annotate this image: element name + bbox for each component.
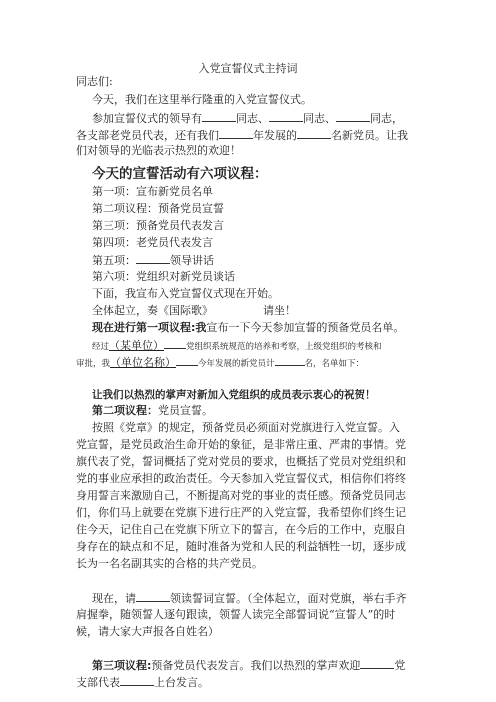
text: 宣布一下今天参加宣誓的预备党员名单。: [206, 321, 405, 334]
step-2-para-line-1: 按照《党章》的规定，预备党员必须面对党旗进行入党宣誓。入: [92, 421, 400, 434]
step-3-heading: 第三项议程:: [92, 659, 152, 672]
text: 各支部老党员代表，还有我们: [76, 129, 219, 142]
step-1-heading: 现在进行第一项议程:我: [92, 321, 207, 334]
agenda-heading: 今天的宣誓活动有六项议程：: [92, 166, 268, 182]
step-1-line-2: [92, 338, 448, 355]
step-2-para-line-8: 身存在的缺点和不足，随时准备为党和人民的利益牺牲一切，逐步成: [76, 540, 406, 553]
step-3-line-1: [92, 657, 448, 674]
step-2-para-line-4: 党的事业应承担的政治责任。今天参加入党宣誓仪式，相信你们将终: [76, 472, 406, 485]
text: 请坐！: [263, 304, 296, 317]
text: 名新党员。让我: [331, 129, 408, 142]
agenda-item-6: 第六项：党组织对新党员谈话: [92, 270, 235, 283]
blank-line: [360, 657, 394, 669]
agenda-item-4: 第四项：老党员代表发言: [92, 236, 213, 249]
blank-line: [136, 590, 170, 602]
agenda-item-1: 第一项：宣布新党员名单: [92, 185, 213, 198]
text: 同志，: [370, 112, 403, 125]
intro-line-3: [76, 127, 448, 144]
blank-line: [202, 110, 236, 122]
step-2-para-line-3: 旗代表了党，誓词概括了党对党员的要求，也概括了党员对党组织和: [76, 455, 406, 468]
agenda-item-5: [92, 252, 448, 269]
text: 第五项：: [92, 254, 136, 267]
stand-instruction: [92, 303, 448, 319]
text: 上台发言。: [154, 676, 209, 689]
text: 领读誓词宣誓。（全体起立，面对党旗，举右手齐: [170, 592, 407, 605]
intro-line-1: 今天，我们在这里举行隆重的入党宣誓仪式。: [92, 93, 312, 106]
text: 今年发展的新党员计: [198, 359, 275, 369]
agenda-item-2: 第二项议程：预备党员宣誓: [92, 202, 224, 215]
text: 名，名单如下：: [304, 359, 365, 369]
step-2-para-line-2: 党宣誓，是党员政治生命开始的象征，是非常庄重、严肃的事情。党: [76, 438, 406, 451]
text: 参加宣誓仪式的领导有: [92, 112, 202, 125]
text: 支部代表: [76, 676, 120, 689]
blank-line: [269, 110, 303, 122]
blank-line: [297, 127, 331, 139]
intro-line-2: [92, 110, 448, 127]
text: 现在，请: [92, 592, 136, 605]
applause-line: 让我们以热烈的掌声对新加入党组织的成员表示衷心的祝贺！: [92, 389, 376, 401]
step-2-para-line-5: 身用誓言来激励自己，不断提高对党的事业的责任感。预备党员同志: [76, 489, 406, 502]
blank-line: [275, 356, 305, 366]
blank-line: [336, 110, 370, 122]
blank-line: [176, 356, 198, 366]
blank-line: [219, 127, 253, 139]
text: 同志、: [236, 112, 269, 125]
text: 领导讲话: [170, 254, 214, 267]
document-title: 入党宣誓仪式主持词: [198, 62, 298, 75]
text: 审批，我: [76, 359, 111, 369]
blank-line: [136, 252, 170, 264]
blank-line: [120, 674, 154, 686]
unit-placeholder: （某单位）: [109, 339, 165, 352]
unit-name-placeholder: （单位名称）: [110, 356, 177, 369]
blank-line: [164, 339, 186, 349]
text: 党组织系统规范的培养和考察，上级党组织的考核和: [186, 342, 382, 352]
agenda-item-3: 第三项：预备党员代表发言: [92, 219, 224, 232]
text: 党员宣誓。: [158, 404, 213, 417]
greeting: 同志们:: [76, 75, 113, 88]
step-2-para-line-7: 住今天，记住自己在党旗下所立下的誓言，在今后的工作中，克服自: [76, 523, 406, 536]
step-1-line-3: [76, 355, 448, 372]
oath-line-3: 候，请大家大声报各自姓名）: [76, 625, 219, 638]
text: 预备党员代表发言。我们以热烈的掌声欢迎: [151, 659, 361, 672]
text: 同志、: [303, 112, 336, 125]
begin-announcement: 下面，我宣布入党宣誓仪式现在开始。: [92, 287, 279, 300]
step-1-line-1: [92, 320, 448, 336]
step-2-heading: 第二项议程：: [92, 404, 158, 417]
intro-line-4: 们对领导的光临表示热烈的欢迎！: [76, 144, 241, 157]
text: 年发展的: [253, 129, 297, 142]
oath-line-1: [92, 590, 448, 607]
text: 党: [394, 659, 406, 672]
text: 经过: [92, 342, 110, 352]
step-2-para-line-6: 们，你们马上就要在党旗下进行庄严的入党宣誓，我希望你们终生记: [76, 506, 406, 519]
step-2-para-line-9: 长为一名名副其实的合格的共产党员。: [76, 557, 263, 570]
step-2-line: [92, 403, 448, 419]
text: 全体起立，奏《国际歌》: [92, 304, 213, 317]
oath-line-2: 肩握拳，随领誓人逐句跟读，领誓人读完全部誓词说“宣誓人”的时: [76, 608, 396, 621]
step-3-line-2: [76, 674, 448, 691]
